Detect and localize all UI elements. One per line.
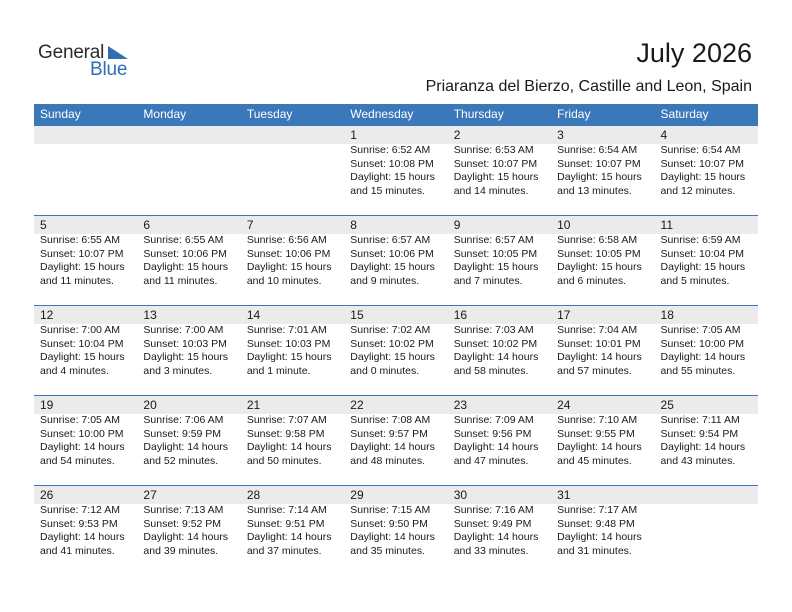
day-sun-info	[143, 504, 240, 558]
daylight-duration-minutes: and 4 minutes.	[40, 364, 109, 377]
day-cell	[241, 215, 344, 305]
calendar-location: Priaranza del Bierzo, Castille and Leon, Spain	[425, 78, 752, 95]
calendar-week-row	[34, 305, 758, 395]
sunrise-time: Sunrise: 7:03 AM	[453, 324, 534, 336]
daylight-duration: Daylight: 15 hours	[660, 261, 746, 274]
sunset-time: Sunset: 10:02 PM	[453, 337, 538, 350]
sunset-time: Sunset: 10:07 PM	[453, 157, 538, 170]
sunrise-time: Sunrise: 7:07 AM	[246, 414, 327, 426]
empty-day-cell	[655, 485, 758, 575]
sunset-time: Sunset: 10:06 PM	[350, 247, 434, 260]
daylight-duration: Daylight: 14 hours	[453, 351, 539, 364]
sunset-time: Sunset: 10:07 PM	[660, 157, 744, 170]
daylight-duration-minutes: and 37 minutes.	[246, 544, 322, 557]
sunset-time: Sunset: 10:08 PM	[350, 157, 434, 170]
day-sun-info	[454, 144, 551, 198]
daylight-duration-minutes: and 1 minute.	[246, 364, 311, 377]
sunrise-time: Sunrise: 7:05 AM	[660, 324, 741, 336]
daylight-duration: Daylight: 15 hours	[143, 351, 229, 364]
daylight-duration-minutes: and 14 minutes.	[453, 184, 529, 197]
empty-day-cell	[137, 125, 240, 215]
daylight-duration: Daylight: 14 hours	[660, 351, 746, 364]
daylight-duration-minutes: and 41 minutes.	[40, 544, 115, 557]
daylight-duration: Daylight: 15 hours	[350, 351, 435, 364]
weekday-label: Thursday	[453, 107, 504, 121]
day-cell	[655, 215, 758, 305]
sunset-time: Sunset: 10:04 PM	[40, 337, 124, 350]
daylight-duration-minutes: and 58 minutes.	[453, 364, 529, 377]
sunrise-time: Sunrise: 6:55 AM	[40, 234, 120, 246]
day-cell	[655, 125, 758, 215]
day-sun-info	[350, 234, 447, 288]
weekday-label: Monday	[143, 107, 187, 121]
day-sun-info	[350, 414, 447, 468]
daylight-duration-minutes: and 11 minutes.	[40, 274, 114, 287]
sunrise-time: Sunrise: 7:02 AM	[350, 324, 431, 336]
day-number: 26	[40, 488, 54, 502]
daylight-duration-minutes: and 50 minutes.	[246, 454, 322, 467]
sunrise-time: Sunrise: 6:57 AM	[453, 234, 534, 246]
day-number: 23	[453, 398, 468, 412]
sunset-time: Sunset: 9:58 PM	[246, 427, 325, 440]
sunset-time: Sunset: 9:49 PM	[453, 517, 532, 530]
day-sun-info	[143, 234, 240, 288]
day-sun-info	[454, 414, 551, 468]
calendar-week-row	[34, 125, 758, 215]
daylight-duration-minutes: and 57 minutes.	[557, 364, 632, 377]
logo-general-text: General	[38, 42, 105, 63]
calendar-weeks	[34, 125, 758, 575]
day-number: 17	[557, 308, 571, 322]
sunset-time: Sunset: 10:02 PM	[350, 337, 434, 350]
week-cells	[34, 305, 758, 395]
day-sun-info	[661, 324, 758, 378]
day-sun-info	[557, 234, 654, 288]
sunrise-time: Sunrise: 6:56 AM	[246, 234, 327, 246]
daylight-duration-minutes: and 52 minutes.	[143, 454, 219, 467]
weekday-header	[34, 104, 758, 125]
day-sun-info	[661, 144, 758, 198]
daylight-duration-minutes: and 0 minutes.	[350, 364, 420, 377]
sunrise-time: Sunrise: 7:08 AM	[350, 414, 431, 426]
sunrise-time: Sunrise: 7:04 AM	[557, 324, 638, 336]
day-number: 19	[40, 398, 54, 412]
daylight-duration-minutes: and 12 minutes.	[660, 184, 736, 197]
daylight-duration-minutes: and 10 minutes.	[246, 274, 322, 287]
daylight-duration: Daylight: 14 hours	[453, 441, 539, 454]
daylight-duration: Daylight: 15 hours	[350, 261, 435, 274]
day-cell	[34, 395, 137, 485]
calendar-week-row	[34, 215, 758, 305]
daylight-duration: Daylight: 14 hours	[453, 531, 539, 544]
day-sun-info	[247, 324, 344, 378]
day-number: 2	[453, 128, 461, 142]
day-cell	[137, 485, 240, 575]
sunrise-time: Sunrise: 6:54 AM	[660, 144, 741, 156]
day-number: 20	[143, 398, 157, 412]
day-sun-info	[247, 414, 344, 468]
weekday-label: Sunday	[40, 107, 81, 121]
day-cell	[448, 125, 551, 215]
daylight-duration: Daylight: 14 hours	[246, 531, 332, 544]
day-sun-info	[143, 414, 240, 468]
daylight-duration: Daylight: 14 hours	[557, 531, 642, 544]
daylight-duration-minutes: and 39 minutes.	[143, 544, 219, 557]
sunrise-time: Sunrise: 7:17 AM	[557, 504, 638, 516]
daylight-duration: Daylight: 15 hours	[453, 171, 539, 184]
sunset-time: Sunset: 9:51 PM	[246, 517, 325, 530]
daylight-duration-minutes: and 43 minutes.	[660, 454, 736, 467]
daylight-duration-minutes: and 54 minutes.	[40, 454, 115, 467]
week-cells	[34, 125, 758, 215]
sunset-time: Sunset: 9:50 PM	[350, 517, 428, 530]
sunrise-time: Sunrise: 6:54 AM	[557, 144, 638, 156]
sunrise-time: Sunrise: 7:00 AM	[40, 324, 120, 336]
sunset-time: Sunset: 10:05 PM	[453, 247, 538, 260]
daylight-duration: Daylight: 14 hours	[557, 441, 642, 454]
day-cell	[655, 305, 758, 395]
day-sun-info	[557, 324, 654, 378]
day-sun-info	[40, 414, 137, 468]
sunset-time: Sunset: 10:01 PM	[557, 337, 641, 350]
day-cell	[137, 305, 240, 395]
day-cell	[137, 215, 240, 305]
sunset-time: Sunset: 9:54 PM	[660, 427, 739, 440]
daylight-duration: Daylight: 15 hours	[350, 171, 435, 184]
daylight-duration-minutes: and 9 minutes.	[350, 274, 420, 287]
day-cell	[241, 485, 344, 575]
daylight-duration-minutes: and 7 minutes.	[453, 274, 523, 287]
calendar-week-row	[34, 485, 758, 575]
sunset-time: Sunset: 9:52 PM	[143, 517, 222, 530]
empty-day-cell	[241, 125, 344, 215]
sunrise-time: Sunrise: 6:59 AM	[660, 234, 741, 246]
day-cell	[344, 305, 447, 395]
day-sun-info	[40, 504, 137, 558]
day-number: 4	[660, 128, 668, 142]
daylight-duration-minutes: and 35 minutes.	[350, 544, 425, 557]
day-cell	[241, 305, 344, 395]
day-cell	[344, 395, 447, 485]
sunset-time: Sunset: 10:03 PM	[246, 337, 331, 350]
sunrise-time: Sunrise: 7:12 AM	[40, 504, 120, 516]
day-sun-info	[40, 324, 137, 378]
day-number: 18	[660, 308, 674, 322]
sunrise-time: Sunrise: 6:53 AM	[453, 144, 534, 156]
daylight-duration: Daylight: 14 hours	[143, 531, 229, 544]
daylight-duration: Daylight: 14 hours	[350, 531, 435, 544]
day-sun-info	[143, 324, 240, 378]
day-cell	[551, 305, 654, 395]
day-number: 13	[143, 308, 157, 322]
day-sun-info	[557, 504, 654, 558]
week-cells	[34, 395, 758, 485]
day-number: 10	[557, 218, 571, 232]
calendar-grid	[34, 104, 758, 575]
sunset-time: Sunset: 10:06 PM	[143, 247, 227, 260]
day-number: 6	[143, 218, 151, 232]
day-sun-info	[661, 414, 758, 468]
sunrise-time: Sunrise: 6:58 AM	[557, 234, 638, 246]
weekday-label: Saturday	[660, 107, 709, 121]
day-sun-info	[454, 324, 551, 378]
day-number: 24	[557, 398, 571, 412]
sunset-time: Sunset: 10:03 PM	[143, 337, 227, 350]
daylight-duration-minutes: and 3 minutes.	[143, 364, 213, 377]
daylight-duration: Daylight: 15 hours	[246, 261, 332, 274]
sunset-time: Sunset: 9:57 PM	[350, 427, 428, 440]
day-number: 11	[660, 218, 673, 232]
calendar-week-row	[34, 395, 758, 485]
day-number: 31	[557, 488, 571, 502]
sunrise-time: Sunrise: 7:15 AM	[350, 504, 431, 516]
daylight-duration: Daylight: 14 hours	[350, 441, 435, 454]
sunset-time: Sunset: 9:48 PM	[557, 517, 635, 530]
day-number: 14	[246, 308, 261, 322]
day-number: 29	[350, 488, 364, 502]
day-cell	[551, 215, 654, 305]
daylight-duration-minutes: and 6 minutes.	[557, 274, 626, 287]
daylight-duration: Daylight: 15 hours	[40, 261, 125, 274]
empty-day-cell	[34, 125, 137, 215]
sunrise-time: Sunrise: 6:55 AM	[143, 234, 224, 246]
day-cell	[344, 125, 447, 215]
day-number: 9	[453, 218, 461, 232]
sunrise-time: Sunrise: 7:11 AM	[660, 414, 740, 426]
logo-flag-icon	[106, 46, 128, 60]
day-cell	[34, 305, 137, 395]
day-cell	[551, 485, 654, 575]
daylight-duration-minutes: and 33 minutes.	[453, 544, 529, 557]
daylight-duration: Daylight: 14 hours	[246, 441, 332, 454]
day-cell	[448, 305, 551, 395]
daylight-duration-minutes: and 5 minutes.	[660, 274, 730, 287]
sunset-time: Sunset: 10:00 PM	[40, 427, 124, 440]
daylight-duration: Daylight: 15 hours	[660, 171, 746, 184]
day-number: 12	[40, 308, 54, 322]
daylight-duration: Daylight: 14 hours	[660, 441, 746, 454]
daylight-duration: Daylight: 14 hours	[557, 351, 642, 364]
sunrise-time: Sunrise: 7:14 AM	[246, 504, 327, 516]
day-sun-info	[557, 144, 654, 198]
sunset-time: Sunset: 9:55 PM	[557, 427, 635, 440]
sunrise-time: Sunrise: 7:10 AM	[557, 414, 638, 426]
sunrise-time: Sunrise: 7:13 AM	[143, 504, 224, 516]
sunset-time: Sunset: 9:59 PM	[143, 427, 222, 440]
sunset-time: Sunset: 10:00 PM	[660, 337, 744, 350]
day-cell	[344, 485, 447, 575]
daylight-duration-minutes: and 55 minutes.	[660, 364, 736, 377]
daylight-duration-minutes: and 48 minutes.	[350, 454, 425, 467]
daylight-duration: Daylight: 15 hours	[246, 351, 332, 364]
sunset-time: Sunset: 10:07 PM	[557, 157, 641, 170]
daylight-duration: Daylight: 15 hours	[143, 261, 229, 274]
day-cell	[34, 215, 137, 305]
day-cell	[448, 395, 551, 485]
daylight-duration: Daylight: 15 hours	[557, 261, 642, 274]
day-sun-info	[557, 414, 654, 468]
day-number: 21	[246, 398, 261, 412]
daylight-duration: Daylight: 15 hours	[557, 171, 642, 184]
sunset-time: Sunset: 10:06 PM	[246, 247, 331, 260]
day-sun-info	[350, 504, 447, 558]
daylight-duration-minutes: and 47 minutes.	[453, 454, 529, 467]
sunrise-time: Sunrise: 7:16 AM	[453, 504, 534, 516]
daylight-duration-minutes: and 15 minutes.	[350, 184, 425, 197]
day-cell	[344, 215, 447, 305]
sunrise-time: Sunrise: 7:05 AM	[40, 414, 120, 426]
daylight-duration-minutes: and 45 minutes.	[557, 454, 632, 467]
day-cell	[34, 485, 137, 575]
sunset-time: Sunset: 10:04 PM	[660, 247, 744, 260]
daylight-duration-minutes: and 31 minutes.	[557, 544, 632, 557]
weekday-label: Friday	[557, 107, 591, 121]
sunrise-time: Sunrise: 7:01 AM	[246, 324, 327, 336]
daylight-duration: Daylight: 15 hours	[40, 351, 125, 364]
day-number: 22	[350, 398, 364, 412]
daylight-duration-minutes: and 11 minutes.	[143, 274, 218, 287]
day-cell	[551, 395, 654, 485]
week-cells	[34, 215, 758, 305]
daylight-duration: Daylight: 15 hours	[453, 261, 539, 274]
day-sun-info	[350, 324, 447, 378]
day-cell	[448, 485, 551, 575]
sunset-time: Sunset: 9:53 PM	[40, 517, 118, 530]
day-number: 16	[453, 308, 468, 322]
daylight-duration: Daylight: 14 hours	[40, 441, 125, 454]
sunrise-time: Sunrise: 6:52 AM	[350, 144, 431, 156]
day-number: 25	[660, 398, 674, 412]
sunset-time: Sunset: 9:56 PM	[453, 427, 532, 440]
day-cell	[655, 395, 758, 485]
day-sun-info	[247, 234, 344, 288]
day-sun-info	[247, 504, 344, 558]
day-cell	[551, 125, 654, 215]
weekday-label: Wednesday	[350, 107, 414, 121]
day-sun-info	[454, 234, 551, 288]
sunrise-time: Sunrise: 7:06 AM	[143, 414, 224, 426]
daylight-duration-minutes: and 13 minutes.	[557, 184, 632, 197]
week-cells	[34, 485, 758, 575]
day-number: 3	[557, 128, 564, 142]
day-cell	[448, 215, 551, 305]
weekday-label: Tuesday	[246, 107, 293, 121]
day-sun-info	[40, 234, 137, 288]
day-cell	[241, 395, 344, 485]
calendar-title: July 2026	[636, 38, 752, 68]
logo-blue-text: Blue	[90, 59, 128, 80]
day-number: 1	[350, 128, 357, 142]
sunrise-time: Sunrise: 6:57 AM	[350, 234, 431, 246]
day-number: 7	[246, 218, 254, 232]
day-cell	[137, 395, 240, 485]
day-sun-info	[454, 504, 551, 558]
day-number: 8	[350, 218, 357, 232]
brand-logo	[38, 42, 138, 82]
daylight-duration: Daylight: 14 hours	[40, 531, 125, 544]
day-number: 15	[350, 308, 364, 322]
day-number: 5	[40, 218, 47, 232]
sunrise-time: Sunrise: 7:00 AM	[143, 324, 224, 336]
daylight-duration: Daylight: 14 hours	[143, 441, 229, 454]
sunrise-time: Sunrise: 7:09 AM	[453, 414, 534, 426]
day-number: 30	[453, 488, 468, 502]
day-number: 27	[143, 488, 157, 502]
day-number: 28	[246, 488, 261, 502]
day-sun-info	[661, 234, 758, 288]
day-sun-info	[350, 144, 447, 198]
sunset-time: Sunset: 10:05 PM	[557, 247, 641, 260]
sunset-time: Sunset: 10:07 PM	[40, 247, 124, 260]
